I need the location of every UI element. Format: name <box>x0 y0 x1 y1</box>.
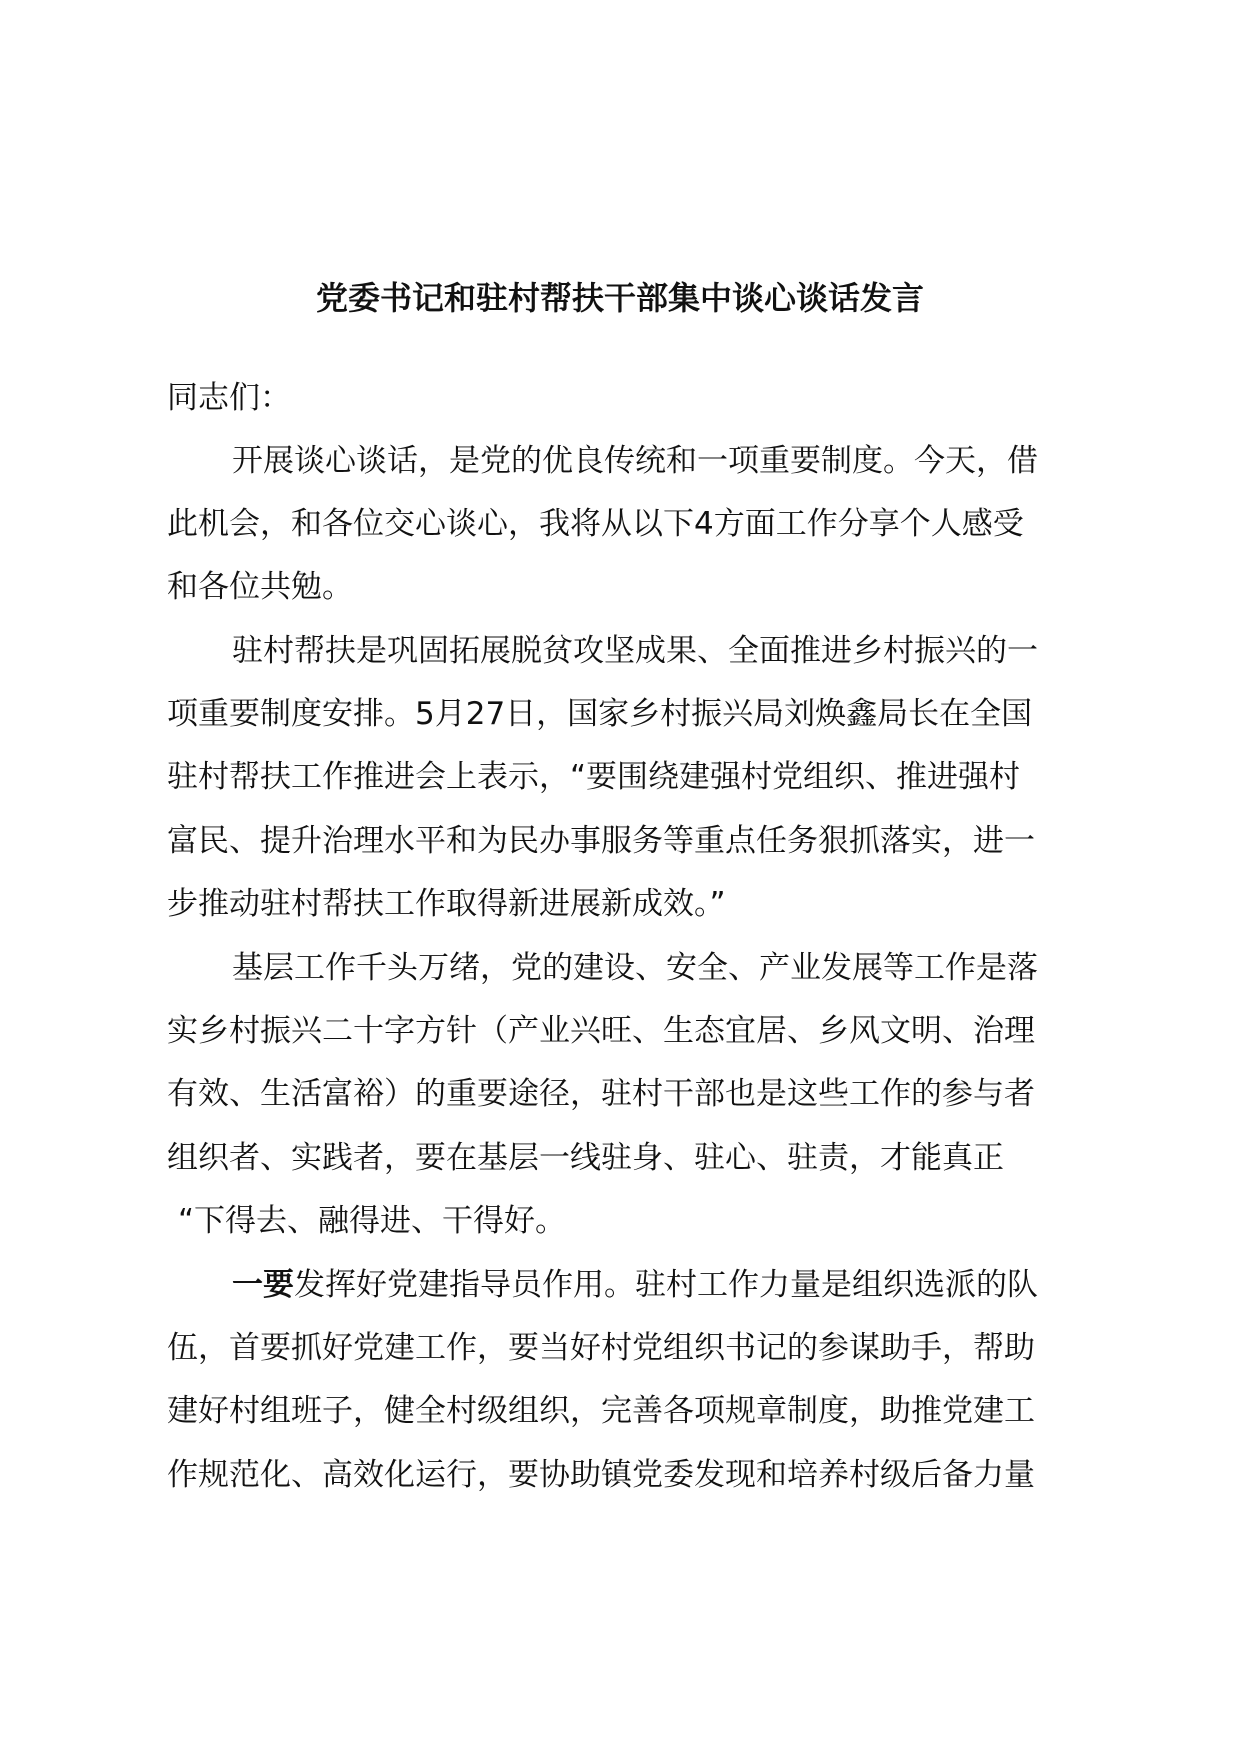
paragraph-4-line-4: 作规范化、高效化运行，要协助镇党委发现和培养村级后备力量 <box>167 1457 1035 1493</box>
paragraph-4-line-3: 建好村组班子，健全村级组织，完善各项规章制度，助推党建工 <box>167 1393 1035 1429</box>
paragraph-4-line-1-rest: 发挥好党建指导员作用。驻村工作力量是组织选派的队 <box>294 1267 1038 1303</box>
paragraph-4-line-1 <box>232 1265 1038 1305</box>
paragraph-2-line-3: 驻村帮扶工作推进会上表示，“要围绕建强村党组织、推进强村 <box>167 759 1021 795</box>
paragraph-3-line-4: 组织者、实践者，要在基层一线驻身、驻心、驻责，才能真正 <box>167 1140 1004 1176</box>
paragraph-1-line-2: 此机会，和各位交心谈心，我将从以下4方面工作分享个人感受 <box>167 506 1024 542</box>
paragraph-3-line-5: “下得去、融得进、干得好。 <box>178 1203 567 1239</box>
paragraph-2-line-2: 项重要制度安排。5月27日，国家乡村振兴局刘焕鑫局长在全国 <box>167 696 1033 732</box>
paragraph-3-line-1: 基层工作千头万绪，党的建设、安全、产业发展等工作是落 <box>232 950 1038 986</box>
paragraph-1-line-3: 和各位共勉。 <box>167 569 353 605</box>
paragraph-2-line-5: 步推动驻村帮扶工作取得新进展新成效。” <box>167 886 726 922</box>
paragraph-4-line-2: 伍，首要抓好党建工作，要当好村党组织书记的参谋助手，帮助 <box>167 1330 1035 1366</box>
paragraph-1-line-1: 开展谈心谈话，是党的优良传统和一项重要制度。今天，借 <box>232 443 1038 479</box>
paragraph-3-line-3: 有效、生活富裕）的重要途径，驻村干部也是这些工作的参与者 <box>167 1076 1035 1112</box>
paragraph-2-line-1: 驻村帮扶是巩固拓展脱贫攻坚成果、全面推进乡村振兴的一 <box>232 633 1038 669</box>
paragraph-3-line-2: 实乡村振兴二十字方针（产业兴旺、生态宜居、乡风文明、治理 <box>167 1013 1035 1049</box>
paragraph-4-lead: 一要 <box>232 1267 294 1303</box>
document-title: 党委书记和驻村帮扶干部集中谈心谈话发言 <box>315 279 924 317</box>
salutation: 同志们： <box>167 380 291 416</box>
paragraph-2-line-4: 富民、提升治理水平和为民办事服务等重点任务狠抓落实，进一 <box>167 823 1035 859</box>
